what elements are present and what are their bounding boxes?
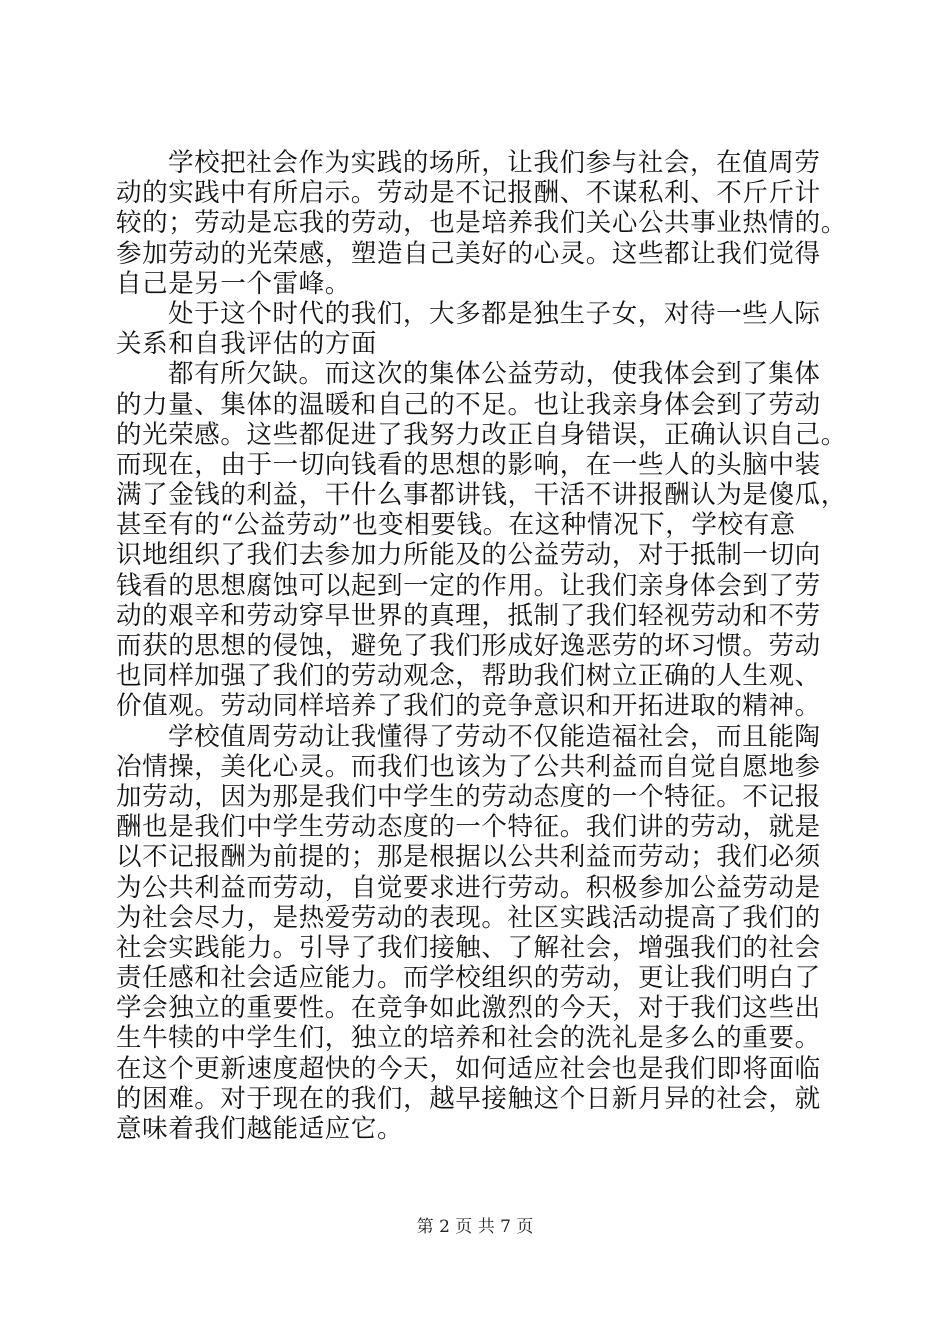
body-text — [116, 148, 846, 1144]
text-line: 学校把社会作为实践的场所，让我们参与社会，在值周劳 — [168, 148, 821, 178]
page-footer: 第 2 页 共 7 页 — [416, 1217, 534, 1237]
text-line: 酬也是我们中学生劳动态度的一个特征。我们讲的劳动，就是 — [116, 812, 821, 843]
text-line: 的困难。对于现在的我们，越早接触这个日新月异的社会，就 — [116, 1083, 821, 1114]
text-line: 学会独立的重要性。在竞争如此激烈的今天，对于我们这些出 — [116, 993, 821, 1024]
text-line: 处于这个时代的我们，大多都是独生子女，对待一些人际 — [168, 298, 821, 329]
text-line: 意味着我们越能适应它。 — [116, 1114, 404, 1144]
text-line: 较的；劳动是忘我的劳动，也是培养我们关心公共事业热情的。 — [116, 208, 847, 239]
text-line: 动的实践中有所启示。劳动是不记报酬、不谋私利、不斤斤计 — [116, 178, 821, 209]
text-line: 为社会尽力，是热爱劳动的表现。社区实践活动提高了我们的 — [116, 902, 821, 933]
text-line: 在这个更新速度超快的今天，如何适应社会也是我们即将面临 — [116, 1053, 821, 1084]
text-line: 责任感和社会适应能力。而学校组织的劳动，更让我们明白了 — [116, 963, 821, 994]
text-line: 而现在，由于一切向钱看的思想的影响，在一些人的头脑中装 — [116, 449, 821, 480]
text-line: 甚至有的“公益劳动”也变相要钱。在这种情况下，学校有意 — [116, 510, 796, 541]
text-line: 而获的思想的侵蚀，避免了我们形成好逸恶劳的坏习惯。劳动 — [116, 631, 821, 661]
text-line: 社会实践能力。引导了我们接触、了解社会，增强我们的社会 — [116, 932, 821, 963]
text-line: 自己是另一个雷峰。 — [116, 268, 351, 299]
text-line: 以不记报酬为前提的；那是根据以公共利益而劳动；我们必须 — [116, 842, 821, 873]
text-line: 参加劳动的光荣感，塑造自己美好的心灵。这些都让我们觉得 — [116, 238, 821, 269]
text-line: 钱看的思想腐蚀可以起到一定的作用。让我们亲身体会到了劳 — [116, 570, 821, 601]
text-line: 动的艰辛和劳动穿早世界的真理，抵制了我们轻视劳动和不劳 — [116, 600, 821, 631]
text-line: 识地组织了我们去参加力所能及的公益劳动，对于抵制一切向 — [116, 540, 821, 571]
text-line: 的力量、集体的温暖和自己的不足。也让我亲身体会到了劳动 — [116, 389, 821, 420]
text-line: 生牛犊的中学生们，独立的培养和社会的洗礼是多么的重要。 — [116, 1023, 821, 1054]
text-line: 满了金钱的利益，干什么事都讲钱，干活不讲报酬认为是傻瓜， — [116, 480, 847, 511]
text-line: 都有所欠缺。而这次的集体公益劳动，使我体会到了集体 — [168, 359, 821, 390]
text-line: 的光荣感。这些都促进了我努力改正自身错误，正确认识自己。 — [116, 419, 847, 450]
text-line: 关系和自我评估的方面 — [116, 329, 378, 360]
text-line: 冶情操，美化心灵。而我们也该为了公共利益而自觉自愿地参 — [116, 751, 821, 782]
text-line: 也同样加强了我们的劳动观念，帮助我们树立正确的人生观、 — [116, 661, 821, 692]
text-line: 加劳动，因为那是我们中学生的劳动态度的一个特征。不记报 — [116, 781, 821, 812]
text-line: 为公共利益而劳动，自觉要求进行劳动。积极参加公益劳动是 — [116, 872, 821, 903]
text-line: 学校值周劳动让我懂得了劳动不仅能造福社会，而且能陶 — [168, 721, 821, 752]
text-line: 价值观。劳动同样培养了我们的竞争意识和开拓进取的精神。 — [116, 691, 821, 722]
